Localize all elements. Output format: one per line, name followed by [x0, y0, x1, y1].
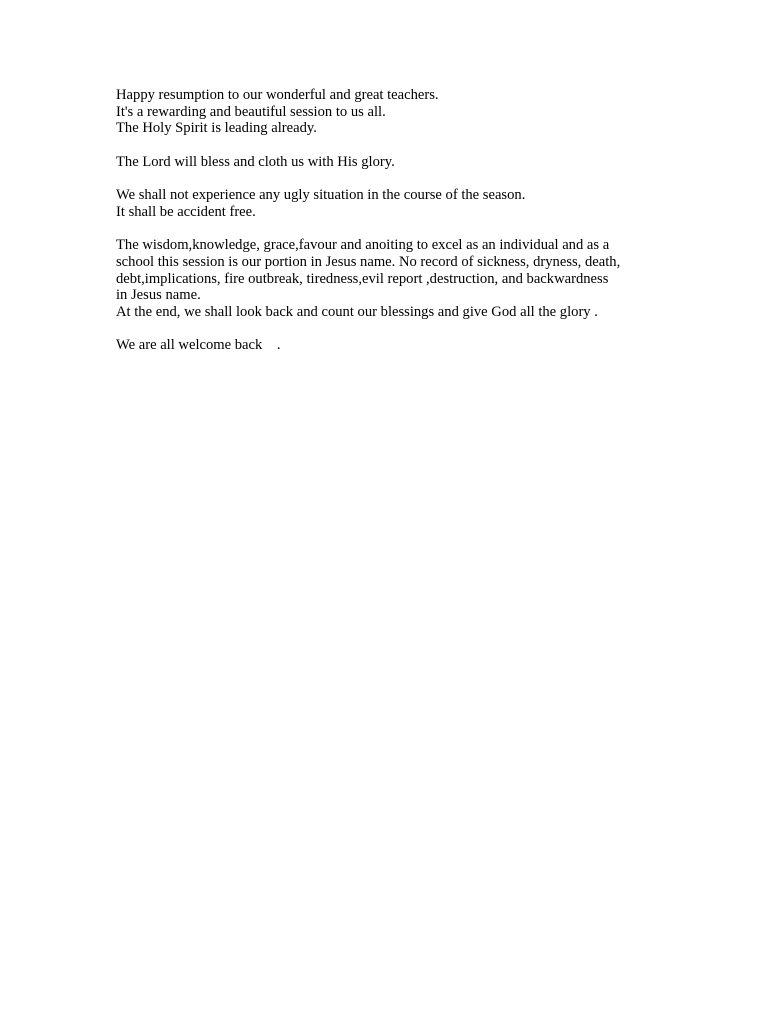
- text-line: The Holy Spirit is leading already.: [116, 120, 317, 137]
- paragraph-prayer: [116, 237, 676, 321]
- paragraph-blessing: [116, 154, 676, 171]
- text-line: We shall not experience any ugly situation in the course of the season.: [116, 187, 526, 204]
- text-line: It shall be accident free.: [116, 203, 256, 220]
- text-line: in Jesus name.: [116, 287, 201, 304]
- text-line: The Lord will bless and cloth us with His glory.: [116, 153, 395, 170]
- paragraph-greeting: [116, 87, 676, 137]
- paragraph-closing: [116, 337, 676, 354]
- text-line: school this session is our portion in Jesus name. No record of sickness, dryness, death,: [116, 253, 621, 270]
- text-line: The wisdom,knowledge, grace,favour and anoiting to excel as an individual and as a: [116, 237, 610, 254]
- text-line: We are all welcome back .: [116, 337, 281, 354]
- paragraph-spacer: [116, 221, 676, 238]
- paragraph-spacer: [116, 137, 676, 154]
- text-line: It's a rewarding and beautiful session to us all.: [116, 103, 386, 120]
- text-line: debt,implications, fire outbreak, tiredness,evil report ,destruction, and backwardness: [116, 270, 609, 287]
- document-body: [116, 87, 676, 354]
- paragraph-spacer: [116, 171, 676, 188]
- text-line: Happy resumption to our wonderful and great teachers.: [116, 87, 439, 103]
- paragraph-spacer: [116, 321, 676, 338]
- text-line: At the end, we shall look back and count our blessings and give God all the glory .: [116, 304, 598, 321]
- paragraph-safety: [116, 187, 676, 220]
